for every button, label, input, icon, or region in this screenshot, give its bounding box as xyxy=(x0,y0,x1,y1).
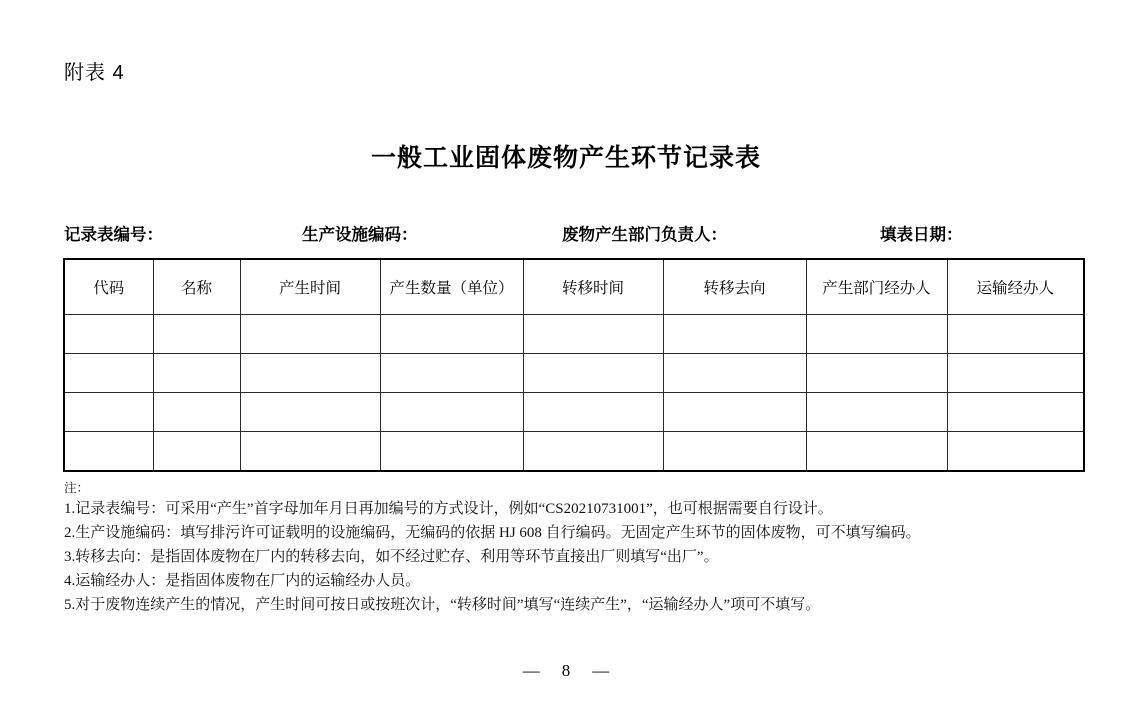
note-item-4: 4.运输经办人：是指固体废物在厂内的运输经办人员。 xyxy=(64,573,421,589)
note-item-5: 5.对于废物连续产生的情况，产生时间可按日或按班次计，“转移时间”填写“连续产生”，“运输经办人”项可不填写。 xyxy=(64,597,821,613)
column-header-dept-handler: 产生部门经办人 xyxy=(806,259,947,315)
form-meta-row xyxy=(64,221,1084,245)
record-table xyxy=(63,258,1085,472)
table-cell xyxy=(240,315,380,354)
table-cell xyxy=(380,393,523,432)
table-cell xyxy=(380,432,523,472)
table-cell xyxy=(947,393,1084,432)
footer-dash-right: — xyxy=(592,661,610,680)
table-cell xyxy=(806,315,947,354)
column-header-generation-quantity: 产生数量（单位） xyxy=(380,259,523,315)
page-title: 一般工业固体废物产生环节记录表 xyxy=(370,144,761,172)
table-cell xyxy=(523,315,663,354)
facility-code-label: 生产设施编码： xyxy=(302,226,418,244)
note-item-1: 1.记录表编号：可采用“产生”首字母加年月日再加编号的方式设计，例如“CS20210731001”，也可根据需要自行设计。 xyxy=(64,501,833,517)
note-item-3: 3.转移去向：是指固体废物在厂内的转移去向，如不经过贮存、利用等环节直接出厂则填写“出厂”。 xyxy=(64,549,719,565)
column-header-transfer-time: 转移时间 xyxy=(523,259,663,315)
table-cell xyxy=(153,315,240,354)
table-cell xyxy=(947,432,1084,472)
table-row xyxy=(64,315,1084,354)
table-cell xyxy=(240,354,380,393)
column-header-generation-time: 产生时间 xyxy=(240,259,380,315)
dept-head-label: 废物产生部门负责人： xyxy=(562,226,727,244)
table-cell xyxy=(663,354,806,393)
table-cell xyxy=(240,432,380,472)
column-header-transfer-destination: 转移去向 xyxy=(663,259,806,315)
note-item-2: 2.生产设施编码：填写排污许可证载明的设施编码，无编码的依据 HJ 608 自行编码。无固定产生环节的固体废物，可不填写编码。 xyxy=(64,525,921,541)
page-footer xyxy=(0,661,1132,681)
table-cell xyxy=(806,432,947,472)
table-row xyxy=(64,393,1084,432)
table-cell xyxy=(663,315,806,354)
column-header-transport-handler: 运输经办人 xyxy=(947,259,1084,315)
table-cell xyxy=(380,354,523,393)
table-header-row xyxy=(64,259,1084,315)
table-cell xyxy=(523,432,663,472)
table-cell xyxy=(663,432,806,472)
notes-label: 注： xyxy=(64,481,90,495)
table-cell xyxy=(806,393,947,432)
table-cell xyxy=(663,393,806,432)
table-cell xyxy=(64,315,153,354)
table-cell xyxy=(153,432,240,472)
column-header-code: 代码 xyxy=(64,259,153,315)
table-cell xyxy=(240,393,380,432)
table-cell xyxy=(64,393,153,432)
record-number-label: 记录表编号： xyxy=(64,226,163,244)
page-number: 8 xyxy=(561,661,571,680)
table-cell xyxy=(64,354,153,393)
table-cell xyxy=(523,354,663,393)
table-cell xyxy=(947,354,1084,393)
table-cell xyxy=(947,315,1084,354)
fill-date-label: 填表日期： xyxy=(880,226,963,244)
table-cell xyxy=(153,354,240,393)
table-cell xyxy=(380,315,523,354)
table-cell xyxy=(153,393,240,432)
appendix-label: 附表 4 xyxy=(64,62,125,84)
table-cell xyxy=(806,354,947,393)
table-row xyxy=(64,354,1084,393)
column-header-name: 名称 xyxy=(153,259,240,315)
table-row xyxy=(64,432,1084,472)
table-cell xyxy=(523,393,663,432)
footer-dash-left: — xyxy=(522,661,540,680)
notes-section xyxy=(64,479,1094,617)
table-cell xyxy=(64,432,153,472)
